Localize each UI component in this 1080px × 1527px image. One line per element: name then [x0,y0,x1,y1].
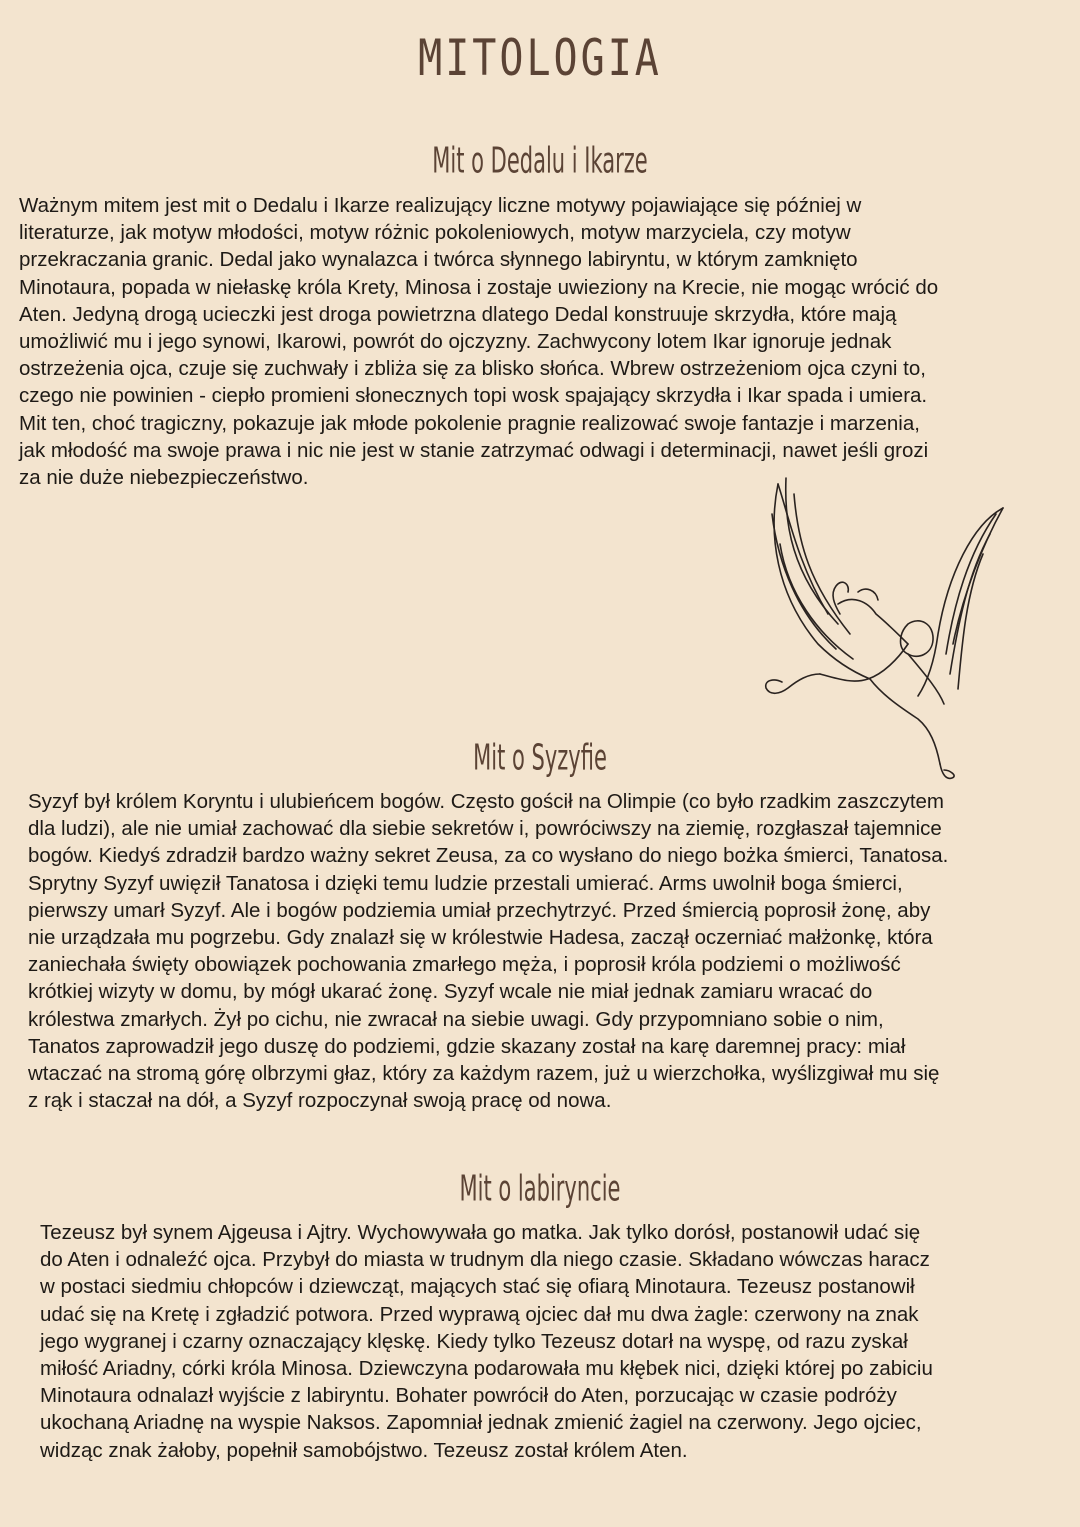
text-line: królestwa zmarłych. Żył po cichu, nie zwracał na siebie uwagi. Gdy przypomniano sobie o nim, [28,1007,884,1031]
text-line: Syzyf był królem Koryntu i ulubieńcem bogów. Często gościł na Olimpie (co było rzadkim zaszczytem [28,790,945,813]
text-line: jak młodość ma swoje prawa i nic nie jest w stanie zatrzymać odwagi i determinacji, nawet jeśli grozi [19,438,929,462]
text-line: literaturze, jak motyw młodości, motyw różnic pokoleniowych, motyw marzyciela, czy motyw [19,221,851,245]
text-line: z rąk i staczał na dół, a Syzyf rozpoczynał swoją pracę od nowa. [28,1089,612,1113]
text-line: Tanatos zaprowadził jego duszę do podziemi, gdzie skazany został na karę daremnej pracy: miał [28,1034,906,1058]
section-heading-syzyf: Mit o Syzyfie [473,737,607,779]
section-text-labirynt [40,1219,933,1464]
text-line: krótkiej wizyty w domu, by mógł ukarać żonę. Syzyf wcale nie miał jednak zamiaru wracać do [28,980,873,1004]
text-line: Minotaura, popada w niełaskę króla Krety, Minosa i zostaje uwieziony na Krecie, nie mogąc wrócić do [19,275,939,299]
text-line: Tezeusz był synem Ajgeusa i Ajtry. Wychowywała go matka. Jak tylko dorósł, postanowił udać się [40,1221,921,1244]
text-line: dla ludzi), ale nie umiał zachować dla siebie sekretów i, powróciwszy na ziemię, rozgłaszał tajemnice [28,817,942,841]
text-line: wtaczać na stromą górę olbrzymi głaz, który za każdym razem, już u wierzchołka, wyślizgiwał mu się [28,1062,940,1086]
section-text-syzyf [28,788,948,1114]
text-line: Ważnym mitem jest mit o Dedalu i Ikarze realizujący liczne motywy pojawiające się później w [19,194,862,217]
section-text-dedal [19,192,938,491]
text-line: umożliwić mu i jego synowi, Ikarowi, powrót do ojczyzny. Zachwycony lotem Ikar ignoruje jednak [19,330,892,354]
text-line: widząc znak żałoby, popełnił samobójstwo. Tezeusz został królem Aten. [40,1438,688,1462]
text-line: miłość Ariadny, córki króla Minosa. Dziewczyna podarowała mu kłębek nici, dzięki której po zabiciu [40,1357,933,1381]
text-line: Mit ten, choć tragiczny, pokazuje jak młode pokolenie pragnie realizować swoje fantazje i marzenia, [19,411,920,435]
page-title: MITOLOGIA [418,30,662,88]
text-line: do Aten i odnaleźć ojca. Przybył do miasta w trudnym dla niego czasie. Składano wówczas haracz [40,1248,930,1272]
text-line: w postaci siedmiu chłopców i dziewcząt, mających stać się ofiarą Minotaura. Tezeusz postanowił [40,1275,915,1299]
text-line: ukochaną Ariadnę na wyspie Naksos. Zapomniał jednak zmienić żagiel na czerwony. Jego ojciec, [40,1411,922,1435]
text-line: Minotaura odnalazł wyjście z labiryntu. Bohater powrócił do Aten, porzucając w czasie podróży [40,1384,897,1408]
text-line: za nie duże niebezpieczeństwo. [19,466,309,490]
text-line: czego nie powinien - ciepło promieni słonecznych topi wosk spajający skrzydła i Ikar spada i umiera. [19,384,928,408]
section-heading-labirynt: Mit o labiryncie [459,1168,621,1210]
text-line: zaniechała święty obowiązek pochowania zmarłego męża, i poprosił króla podziemi o możliwość [28,953,901,977]
text-line: udać się na Kretę i zgładzić potwora. Przed wyprawą ojciec dał mu dwa żagle: czerwony na znak [40,1302,919,1326]
text-line: bogów. Kiedyś zdradził bardzo ważny sekret Zeusa, za co wysłano do niego bożka śmierci, Tanatosa. [28,844,949,868]
text-line: ostrzeżenia ojca, czuje się zuchwały i zbliża się za blisko słońca. Wbrew ostrzeżeniom ojca czyni to, [19,357,926,381]
text-line: Aten. Jedyną drogą ucieczki jest droga powietrzna dlatego Dedal konstruuje skrzydła, które mają [19,302,897,326]
section-heading-dedal: Mit o Dedalu i Ikarze [432,140,648,182]
text-line: przekraczania granic. Dedal jako wynalazca i twórca słynnego labiryntu, w którym zamknięto [19,248,858,272]
text-line: Sprytny Syzyf uwięził Tanatosa i dzięki temu ludzie przestali umierać. Arms uwolnił boga śmierci, [28,871,903,895]
text-line: nie urządzała mu pogrzebu. Gdy znalazł się w królestwie Hadesa, zaczął oczerniać małżonkę, która [28,926,933,950]
text-line: pierwszy umarł Syzyf. Ale i bogów podziemia umiał przechytrzyć. Przed śmiercią poprosił żonę, aby [28,898,931,922]
text-line: jego wygranej i czarny oznaczający klęskę. Kiedy tylko Tezeusz dotarł na wyspę, od razu zyskał [40,1329,908,1353]
